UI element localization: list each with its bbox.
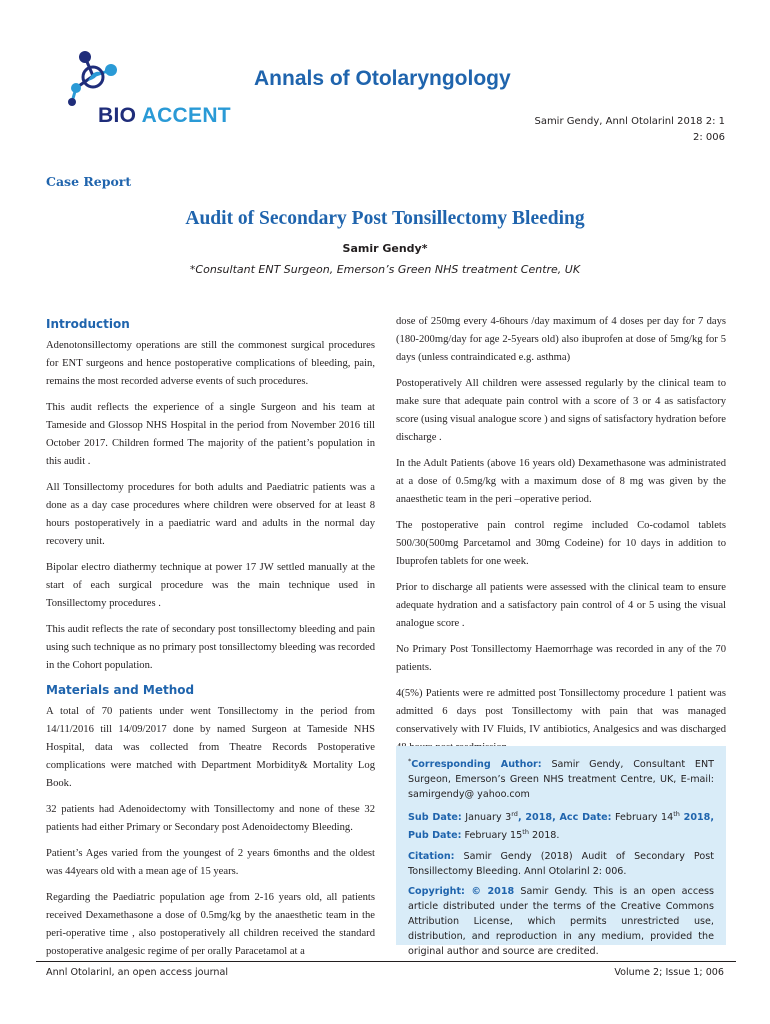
- paragraph: This audit reflects the rate of secondary post tonsillectomy bleeding and pain using such technique as no primary post tonsillectomy bleeding was recorded in the Cohort population.: [46, 624, 375, 671]
- journal-title: Annals of Otolaryngology: [254, 67, 511, 90]
- paragraph: Bipolar electro diathermy technique at power 17 JW settled manually at the start of each surgical procedure was the main technique used in Tonsillectomy procedures .: [46, 562, 375, 609]
- copyright-label: Copyright: © 2018: [408, 885, 515, 897]
- sub-date-label: Sub Date:: [408, 812, 462, 824]
- left-column: [46, 313, 375, 969]
- paragraph: 32 patients had Adenoidectomy with Tonsillectomy and none of these 32 patients had either Primary or Secondary post Adenoidectomy Bleeding.: [46, 804, 375, 833]
- copyright-text: Samir Gendy. This is an open access article distributed under the terms of the Creative Commons Attribution License, which permits unrestricted use, distribution, and reproduction in any medium, provided the original author and source are credited.: [408, 885, 714, 957]
- citation: [408, 849, 714, 879]
- article-type: Case Report: [46, 174, 132, 189]
- paragraph: No Primary Post Tonsillectomy Haemorrhage was recorded in any of the 70 patients.: [396, 644, 726, 673]
- right-column: [396, 313, 726, 765]
- introduction-heading: Introduction: [46, 317, 130, 331]
- paragraph: The postoperative pain control regime included Co-codamol tablets 500/30(500mg Parcetamol and 30mg Codeine) for 10 days in addition to Ibuprofen tablets for one week.: [396, 520, 726, 567]
- copyright: [408, 884, 714, 959]
- paragraph: In the Adult Patients (above 16 years old) Dexamethasone was administrated at a dose of 0.5mg/kg with a maximum dose of 8 mg was given by the anaesthetic team in the peri –operative period.: [396, 458, 726, 505]
- pub-date: February 15: [461, 830, 523, 842]
- corresponding-author: [408, 754, 714, 802]
- corr-text: Samir Gendy, Consultant ENT Surgeon, Emerson’s Green NHS treatment Centre, UK, E-mail: samirgendy@ yahoo.com: [408, 759, 714, 801]
- pub-date-sup: th: [522, 828, 529, 837]
- footer-volume: Volume 2; Issue 1; 006: [614, 967, 724, 978]
- footer-divider: [36, 961, 736, 962]
- paragraph: dose of 250mg every 4-6hours /day maximum of 4 doses per day for 7 days (180-200mg/day for age 2-5years old) also ibuprofen at dose of 5mg/kg for 5 days (unless contraindicated e.g. asthma): [396, 316, 726, 363]
- acc-date-label: , 2018, Acc Date:: [517, 812, 612, 824]
- citation-info: [425, 114, 725, 146]
- corr-mark: *: [408, 757, 412, 765]
- paragraph: Regarding the Paediatric population age from 2-16 years old, all patients received Dexamethasone a dose of 0.5mg/kg by the anaesthetic team in the peri-operative time , also postoperatively all children received the standard postoperative analgesic regime of per orally Paracetamol at a: [46, 892, 375, 957]
- paragraph: This audit reflects the experience of a single Surgeon and his team at Tameside and Glossop NHS Hospital in the period from November 2016 till October 2017. Children formed The majority of the patient’s population in this audit .: [46, 402, 375, 467]
- molecule-logo-icon: [62, 46, 122, 108]
- sub-date-sup: rd: [511, 810, 518, 819]
- paragraph: Patient’s Ages varied from the youngest of 2 years 6months and the oldest was 44years old with a mean age of 15 years.: [46, 848, 375, 877]
- citation-text: Samir Gendy (2018) Audit of Secondary Post Tonsillectomy Bleeding. Annl Otolarinl 2: 006.: [408, 850, 714, 877]
- dates: [408, 807, 714, 843]
- author-affiliation: *Consultant ENT Surgeon, Emerson’s Green NHS treatment Centre, UK: [189, 263, 581, 276]
- brand-name: [98, 104, 231, 128]
- citation-label: Citation:: [408, 850, 455, 862]
- acc-date: February 14: [611, 812, 674, 824]
- paragraph: 4(5%) Patients were re admitted post Tonsillectomy procedure 1 patient was admitted 6 days post Tonsillectomy with pain that was managed conservatively with IV Fluids, IV antibiotics, Analgesics and was discharged: [396, 688, 726, 735]
- article-info-box: [396, 746, 726, 957]
- paragraph: All Tonsillectomy procedures for both adults and Paediatric patients was a done as a day case procedures where children were observed for at least 8 hours postoperatively in a paediatric ward and adults in the normal day recovery unit.: [46, 482, 375, 547]
- pub-year: 2018.: [528, 830, 560, 842]
- brand-bio: BIO: [98, 104, 137, 127]
- materials-method-heading: Materials and Method: [46, 683, 195, 697]
- author-name: Samir Gendy*: [342, 242, 428, 255]
- paragraph: A total of 70 patients under went Tonsillectomy in the period from 14/11/2016 till 14/09/2017 done by named Surgeon at Tameside NHS Hospital, data was collected from Theatre Records Postoperative complications were matched with Department Morbidity& Mortality Log Book.: [46, 706, 375, 789]
- footer-journal: Annl Otolarinl, an open access journal: [46, 967, 229, 978]
- article-title: Audit of Secondary Post Tonsillectomy Bleeding: [185, 208, 585, 229]
- citation-line-2: 2: 006: [693, 132, 725, 143]
- pub-date-label: 2018, Pub Date:: [408, 812, 714, 842]
- paragraph: Postoperatively All children were assessed regularly by the clinical team to make sure that adequate pain control with a score of 3 or 4 as satisfactory score (using visual analogue score ) and signs of satisfactory hydration before discharge .: [396, 378, 726, 443]
- corr-label: Corresponding Author:: [411, 759, 542, 771]
- sub-date: January 3: [461, 812, 512, 824]
- acc-date-sup: th: [673, 810, 680, 819]
- paragraph: Prior to discharge all patients were assessed with the clinical team to ensure adequate hydration and a satisfactory pain control of 4 or 5 using the visual analogue score .: [396, 582, 726, 629]
- citation-line-1: Samir Gendy, Annl Otolarinl 2018 2: 1: [534, 116, 725, 127]
- brand-accent: ACCENT: [141, 104, 231, 127]
- paragraph: Adenotonsillectomy operations are still the commonest surgical procedures for ENT surgeons and hence postoperative complications of bleeding, pain, remains the most recorded adverse events of such procedures.: [46, 340, 375, 387]
